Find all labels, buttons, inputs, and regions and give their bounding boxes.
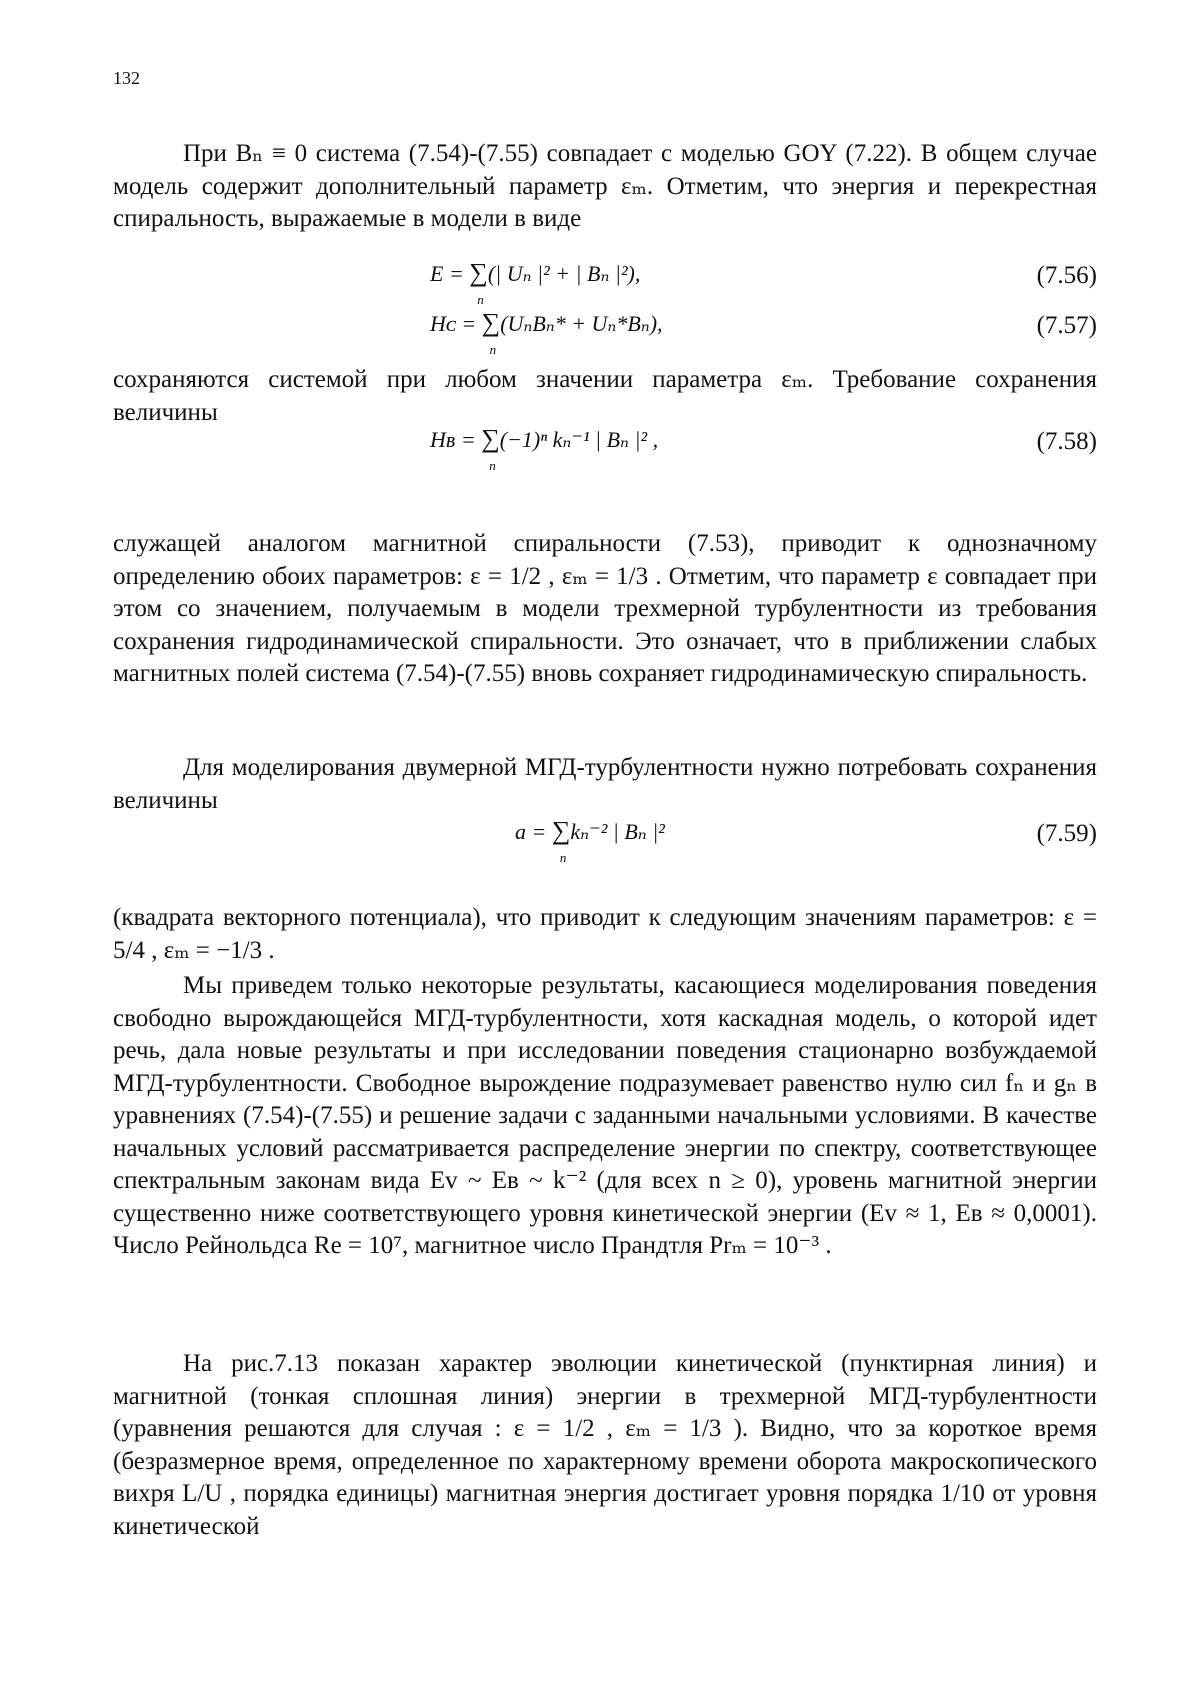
equation-number: (7.56) <box>1036 262 1097 289</box>
equation-expression <box>430 424 659 473</box>
equation-expression <box>430 308 663 357</box>
equation-lhs: a = <box>515 819 552 844</box>
sigma-glyph: ∑ <box>481 424 500 453</box>
sum-index: n <box>489 342 497 357</box>
sum-index: n <box>489 458 496 473</box>
equation-number: (7.58) <box>1036 428 1097 455</box>
equation-body: (−1)ⁿ kₙ⁻¹ | Bₙ |² , <box>499 427 659 452</box>
sum-index: n <box>559 850 567 865</box>
sigma-glyph: ∑ <box>469 258 488 287</box>
equation-lhs: Hᴄ = <box>430 311 482 336</box>
sum-symbol <box>481 424 500 473</box>
sum-symbol <box>551 816 571 865</box>
sum-symbol <box>481 308 501 357</box>
paragraph-2: сохраняются системой при любом значении параметра εₘ. Требование сохранения величины <box>113 366 1097 426</box>
equation-expression <box>515 816 665 865</box>
sigma-glyph: ∑ <box>551 816 571 845</box>
equation-body: (| Uₙ |² + | Bₙ |²), <box>487 261 641 286</box>
paragraph-6: Мы приведем только некоторые результаты, касающиеся моделирования поведения свободно вырождающейся МГД-турбулентности, хотя каскадная модель, о которой идет речь, дала новые результаты и при исследовании поведения стационарно возбуждаемой МГД-турбулентности. Свободное вырождение подразумевает равенство нулю сил fₙ и gₙ в уравнениях (7.54)-(7.55) и решение задачи с заданными начальными условиями. В качестве начальных условий рассматривается распределение энергии по спектру, соответствующее спектральным законам вида Eᴠ ~ Eʙ ~ k⁻² (для всех n ≥ 0), уровень магнитной энергии существенно ниже соответствующего уровня кинетической энергии (Eᴠ ≈ 1, Eʙ ≈ 0,0001). Число Рейнольдса Re = 10⁷, магнитное число Прандтля Prₘ = 10⁻³ . <box>113 972 1097 1259</box>
page-number: 132 <box>113 68 140 88</box>
equation-number: (7.59) <box>1036 820 1097 847</box>
equation-lhs: Hʙ = <box>430 427 482 452</box>
equation-number: (7.57) <box>1036 312 1097 339</box>
equation-body: kₙ⁻² | Bₙ |² <box>570 819 665 844</box>
paragraph-3: служащей аналогом магнитной спиральности (7.53), приводит к однозначному определению обоих параметров: ε = 1/2 , εₘ = 1/3 . Отметим, что параметр ε совпадает при этом со значением, получаемым в модели трехмерной турбулентности из требования сохранения гидродинамической спиральности. Это означает, что в приближении слабых магнитных полей система (7.54)-(7.55) вновь сохраняет гидродинамическую спиральность. <box>113 530 1097 687</box>
sum-index: n <box>477 292 484 307</box>
paragraph-1: При Bₙ ≡ 0 система (7.54)-(7.55) совпадает с моделью GOY (7.22). В общем случае модель содержит дополнительный параметр εₘ. Отметим, что энергия и перекрестная спиральность, выражаемые в модели в виде <box>113 140 1097 232</box>
sum-symbol <box>469 258 488 307</box>
paragraph-5: (квадрата векторного потенциала), что приводит к следующим значениям параметров: ε = 5/4 , εₘ = −1/3 . <box>113 904 1097 964</box>
paragraph-7: На рис.7.13 показан характер эволюции кинетической (пунктирная линия) и магнитной (тонкая сплошная линия) энергии в трехмерной МГД-турбулентности (уравнения решаются для случая : ε = 1/2 , εₘ = 1/3 ). Видно, что за короткое время (безразмерное время, определенное по характерному времени оборота макроскопического вихря L/U , порядка единицы) магнитная энергия достигает уровня порядка 1/10 от уровня кинетической <box>113 1350 1097 1540</box>
equation-lhs: E = <box>430 261 470 286</box>
paragraph-4: Для моделирования двумерной МГД-турбулентности нужно потребовать сохранения величины <box>113 754 1097 814</box>
equation-expression <box>430 258 641 307</box>
equation-body: (UₙBₙ* + Uₙ*Bₙ), <box>500 311 663 336</box>
sigma-glyph: ∑ <box>481 308 501 337</box>
